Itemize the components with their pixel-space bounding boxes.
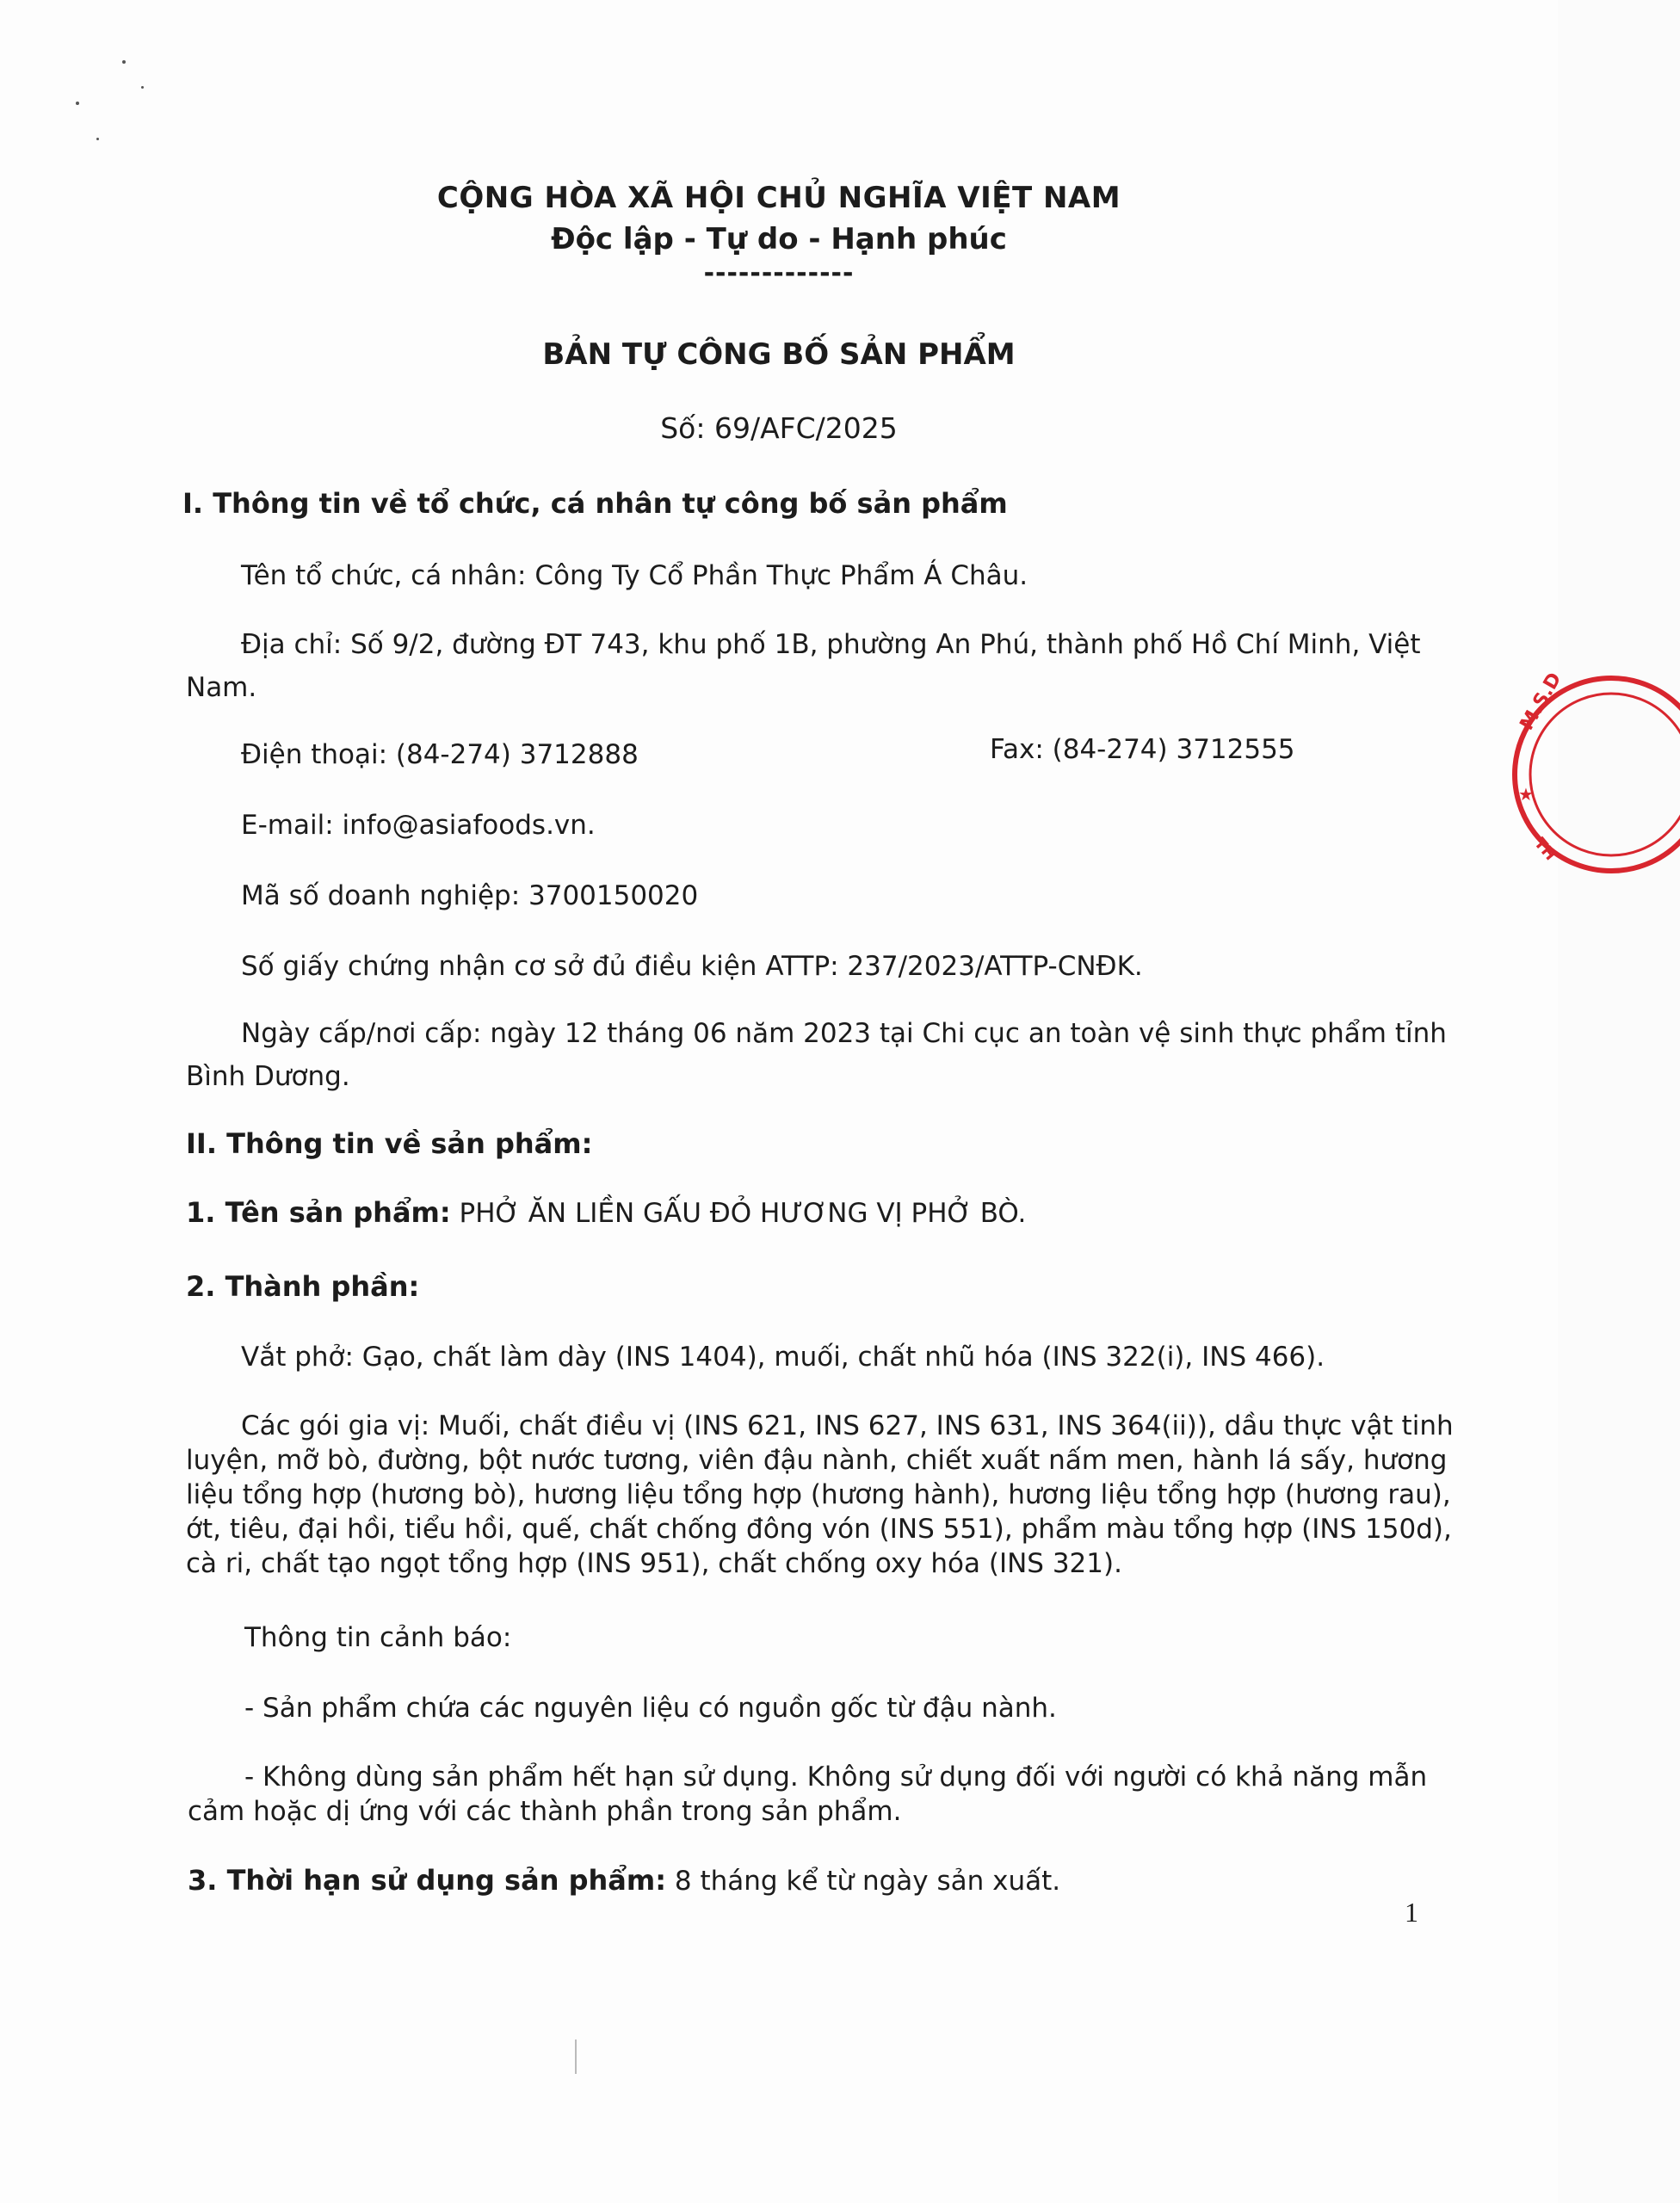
issue-info-line-2: Bình Dương. xyxy=(186,1061,350,1092)
scan-speck xyxy=(141,86,144,89)
shelf-life-value: 8 tháng kể từ ngày sản xuất. xyxy=(666,1866,1061,1897)
document-title: BẢN TỰ CÔNG BỐ SẢN PHẨM xyxy=(542,337,1016,372)
warning-2-line-1: - Không dùng sản phẩm hết hạn sử dụng. Không sử dụng đối với người có khả năng mẫn xyxy=(244,1762,1428,1793)
ingredients-heading: 2. Thành phần: xyxy=(186,1270,420,1303)
fax: Fax: (84-274) 3712555 xyxy=(990,734,1295,765)
national-motto: Độc lập - Tự do - Hạnh phúc xyxy=(551,222,1007,256)
warning-1: - Sản phẩm chứa các nguyên liệu có nguồn gốc từ đậu nành. xyxy=(244,1693,1057,1724)
seasoning-line-3: liệu tổng hợp (hương bò), hương liệu tổng hợp (hương hành), hương liệu tổng hợp (hương rau), xyxy=(186,1479,1451,1510)
scan-speck xyxy=(96,138,99,140)
scan-artifact xyxy=(575,2039,577,2074)
scan-speck xyxy=(76,102,79,105)
product-name-label: 1. Tên sản phẩm: xyxy=(186,1196,451,1229)
product-name-value: PHỞ ĂN LIỀN GẤU ĐỎ HƯƠNG VỊ PHỞ BÒ. xyxy=(450,1198,1027,1229)
phone: Điện thoại: (84-274) 3712888 xyxy=(241,739,639,770)
seasoning-line-5: cà ri, chất tạo ngọt tổng hợp (INS 951), chất chống oxy hóa (INS 321). xyxy=(186,1548,1122,1579)
product-name xyxy=(186,1196,1026,1230)
seasoning-line-1: Các gói gia vị: Muối, chất điều vị (INS 621, INS 627, INS 631, INS 364(ii)), dầu thực vật tinh xyxy=(241,1410,1454,1441)
address-line-2: Nam. xyxy=(186,672,257,703)
warning-2-line-2: cảm hoặc dị ứng với các thành phần trong sản phẩm. xyxy=(188,1796,902,1827)
seasoning-line-2: luyện, mỡ bò, đường, bột nước tương, viên đậu nành, chiết xuất nấm men, hành lá sấy, hương xyxy=(186,1445,1448,1476)
national-title: CỘNG HÒA XÃ HỘI CHỦ NGHĨA VIỆT NAM xyxy=(436,181,1121,215)
shelf-life-label: 3. Thời hạn sử dụng sản phẩm: xyxy=(188,1864,667,1897)
page-number: 1 xyxy=(1405,1897,1418,1928)
svg-text:★: ★ xyxy=(1518,784,1534,805)
shelf-life xyxy=(188,1864,1060,1898)
warning-heading: Thông tin cảnh báo: xyxy=(244,1622,512,1653)
header-divider: ------------- xyxy=(703,258,855,288)
food-safety-certificate: Số giấy chứng nhận cơ sở đủ điều kiện ATTP: 237/2023/ATTP-CNĐK. xyxy=(241,951,1143,982)
company-seal-partial xyxy=(1508,671,1680,878)
section-1-heading: I. Thông tin về tổ chức, cá nhân tự công bố sản phẩm xyxy=(182,487,1008,520)
seasoning-line-4: ớt, tiêu, đại hồi, tiểu hồi, quế, chất chống đông vón (INS 551), phẩm màu tổng hợp (INS 150d), xyxy=(186,1514,1452,1545)
scan-speck xyxy=(122,60,126,64)
org-name: Tên tổ chức, cá nhân: Công Ty Cổ Phần Thực Phẩm Á Châu. xyxy=(241,560,1028,591)
issue-info-line-1: Ngày cấp/nơi cấp: ngày 12 tháng 06 năm 2023 tại Chi cục an toàn vệ sinh thực phẩm tỉnh xyxy=(241,1018,1447,1049)
email: E-mail: info@asiafoods.vn. xyxy=(241,810,596,841)
svg-text:M.S.D: M.S.D xyxy=(1516,669,1566,734)
noodle-ingredients: Vắt phở: Gạo, chất làm dày (INS 1404), muối, chất nhũ hóa (INS 322(i), INS 466). xyxy=(241,1342,1325,1373)
address-line-1: Địa chỉ: Số 9/2, đường ĐT 743, khu phố 1B, phường An Phú, thành phố Hồ Chí Minh, Việt xyxy=(241,629,1421,660)
svg-text:TH: TH xyxy=(1530,834,1560,865)
document-number: Số: 69/AFC/2025 xyxy=(660,411,898,445)
section-2-heading: II. Thông tin về sản phẩm: xyxy=(186,1127,593,1160)
business-code: Mã số doanh nghiệp: 3700150020 xyxy=(241,880,699,911)
